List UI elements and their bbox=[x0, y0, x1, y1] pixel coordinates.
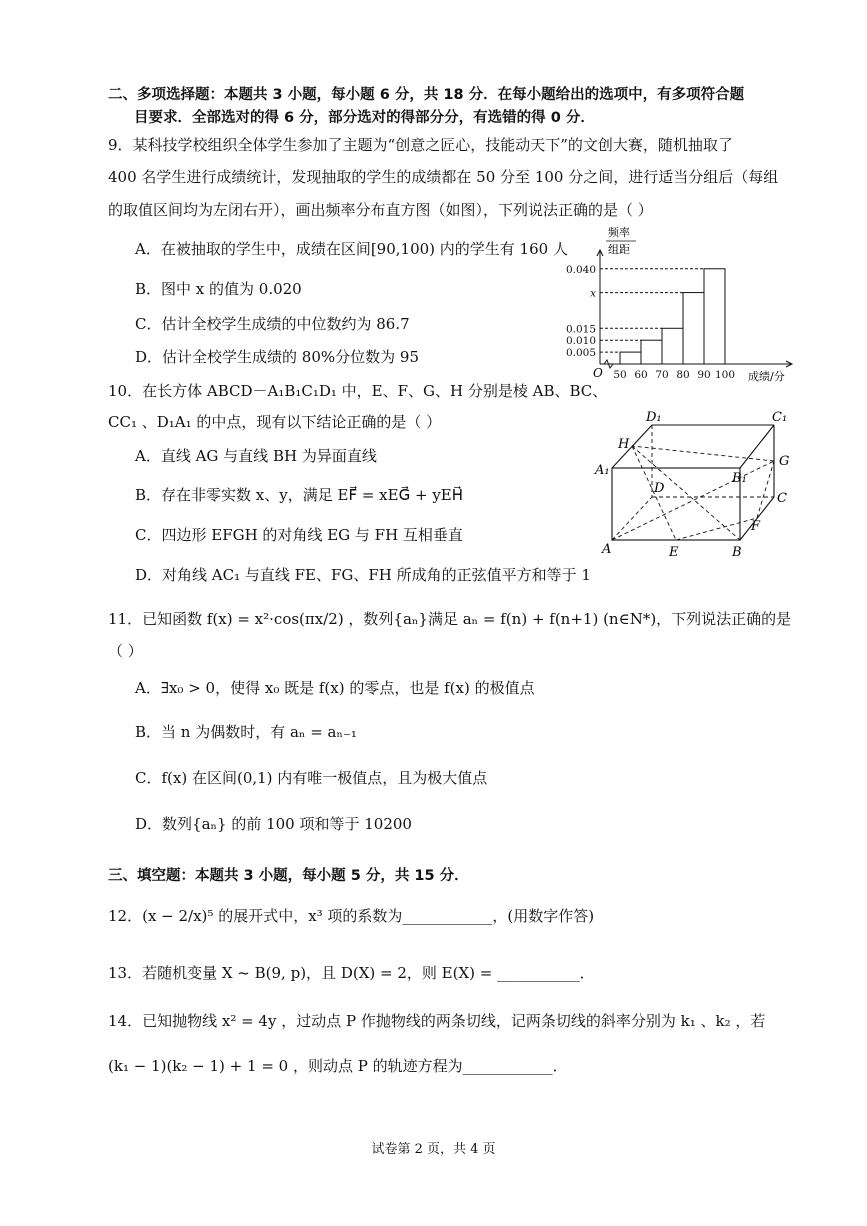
cuboid-label-d: D bbox=[654, 481, 665, 496]
histogram-bar bbox=[620, 352, 641, 364]
q9-option-a: A．在被抽取的学生中，成绩在区间[90,100) 内的学生有 160 人 bbox=[135, 240, 568, 258]
histogram-ylabel-top: 频率 bbox=[608, 226, 630, 239]
histogram-y-tick: 0.010 bbox=[565, 335, 596, 348]
cuboid-label-c: C bbox=[777, 491, 787, 506]
cuboid-label-f: F bbox=[751, 519, 761, 534]
cuboid-label-c1: C₁ bbox=[772, 410, 788, 425]
cuboid-label-e: E bbox=[669, 545, 679, 560]
cuboid-label-b: B bbox=[732, 545, 742, 560]
section-3-heading: 三、填空题：本题共 3 小题，每小题 5 分，共 15 分． bbox=[108, 868, 469, 884]
histogram-y-tick: 0.040 bbox=[565, 263, 596, 276]
frequency-histogram bbox=[560, 222, 800, 387]
histogram-xlabel: 成绩/分 bbox=[748, 370, 785, 383]
section-2-heading-line-1: 二、多项选择题：本题共 3 小题，每小题 6 分，共 18 分．在每小题给出的选项中，有多项符合题 bbox=[108, 87, 745, 103]
cuboid-figure bbox=[590, 408, 800, 563]
q9-stem-line-1: 9．某科技学校组织全体学生参加了主题为“创意之匠心，技能动天下”的文创大赛，随机抽取了 bbox=[108, 136, 733, 154]
histogram-bar bbox=[662, 328, 683, 364]
q11-option-b: B．当 n 为偶数时，有 aₙ = aₙ₋₁ bbox=[135, 723, 357, 741]
section-2-heading-line-2: 目要求．全部选对的得 6 分，部分选对的得部分分，有选错的得 0 分． bbox=[134, 110, 595, 126]
histogram-x-tick: 80 bbox=[676, 369, 690, 381]
q11-option-a: A．∃x₀ > 0，使得 x₀ 既是 f(x) 的零点，也是 f(x) 的极值点 bbox=[135, 679, 535, 697]
cuboid-label-d1: D₁ bbox=[646, 410, 662, 425]
q14-stem-line-2: (k₁ − 1)(k₂ − 1) + 1 = 0 ，则动点 P 的轨迹方程为____________． bbox=[108, 1057, 568, 1075]
q9-stem-line-2: 400 名学生进行成绩统计，发现抽取的学生的成绩都在 50 分至 100 分之间，进行适当分组后（每组 bbox=[108, 168, 779, 186]
cuboid-label-b1: B₁ bbox=[732, 471, 747, 486]
q9-stem-line-3: 的取值区间均为左闭右开），画出频率分布直方图（如图），下列说法正确的是（ ） bbox=[108, 201, 653, 219]
q9-option-b: B．图中 x 的值为 0.020 bbox=[135, 280, 302, 298]
histogram-x-tick: 60 bbox=[634, 369, 648, 381]
histogram-x-tick: 70 bbox=[655, 369, 669, 381]
histogram-y-tick: 0.005 bbox=[565, 347, 596, 360]
cuboid-label-a: A bbox=[602, 542, 612, 557]
page-footer: 试卷第 2 页，共 4 页 bbox=[371, 1142, 496, 1157]
q11-stem-line-1: 11．已知函数 f(x) = x²·cos(πx/2) ，数列{aₙ}满足 aₙ = f(n) + f(n+1) (n∈N*)，下列说法正确的是 bbox=[108, 610, 792, 628]
q9-option-d: D．估计全校学生成绩的 80%分位数为 95 bbox=[135, 348, 419, 366]
q12-stem: 12．(x − 2/x)⁵ 的展开式中，x³ 项的系数为____________，(用数字作答) bbox=[108, 907, 595, 925]
q13-stem: 13．若随机变量 X ~ B(9, p)，且 D(X) = 2，则 E(X) = ___________． bbox=[108, 964, 595, 982]
q11-option-d: D．数列{aₙ} 的前 100 项和等于 10200 bbox=[135, 815, 412, 833]
q10-option-b: B．存在非零实数 x、y，满足 EF⃗ = xEG⃗ + yEH⃗ bbox=[135, 486, 464, 504]
q10-option-a: A．直线 AG 与直线 BH 为异面直线 bbox=[135, 447, 377, 465]
histogram-ylabel-bottom: 组距 bbox=[608, 243, 630, 256]
cuboid-label-h: H bbox=[618, 437, 630, 452]
histogram-x-tick: 100 bbox=[714, 369, 736, 381]
histogram-x-tick: 90 bbox=[697, 369, 711, 381]
q10-stem-line-2: CC₁ 、D₁A₁ 的中点，现有以下结论正确的是（ ） bbox=[108, 413, 442, 431]
histogram-bar bbox=[641, 340, 662, 364]
q14-stem-line-1: 14．已知抛物线 x² = 4y ，过动点 P 作抛物线的两条切线，记两条切线的斜率分别为 k₁ 、k₂ ，若 bbox=[108, 1012, 766, 1030]
cuboid-label-a1: A₁ bbox=[595, 463, 610, 478]
histogram-bar bbox=[683, 293, 704, 364]
histogram-y-tick: 0.015 bbox=[565, 323, 596, 336]
histogram-origin: O bbox=[593, 366, 603, 380]
histogram-x-tick: 50 bbox=[613, 369, 627, 381]
q10-stem-line-1: 10．在长方体 ABCD－A₁B₁C₁D₁ 中，E、F、G、H 分别是棱 AB、BC、 bbox=[108, 382, 608, 400]
q10-option-d: D．对角线 AC₁ 与直线 FE、FG、FH 所成角的正弦值平方和等于 1 bbox=[135, 566, 591, 584]
q11-stem-line-2: （ ） bbox=[108, 642, 143, 660]
cuboid-label-g: G bbox=[779, 454, 790, 469]
histogram-y-tick: x bbox=[590, 287, 596, 300]
q11-option-c: C．f(x) 在区间(0,1) 内有唯一极值点，且为极大值点 bbox=[135, 769, 488, 787]
q9-option-c: C．估计全校学生成绩的中位数约为 86.7 bbox=[135, 315, 410, 333]
q10-option-c: C．四边形 EFGH 的对角线 EG 与 FH 互相垂直 bbox=[135, 526, 463, 544]
histogram-bar bbox=[704, 269, 725, 364]
